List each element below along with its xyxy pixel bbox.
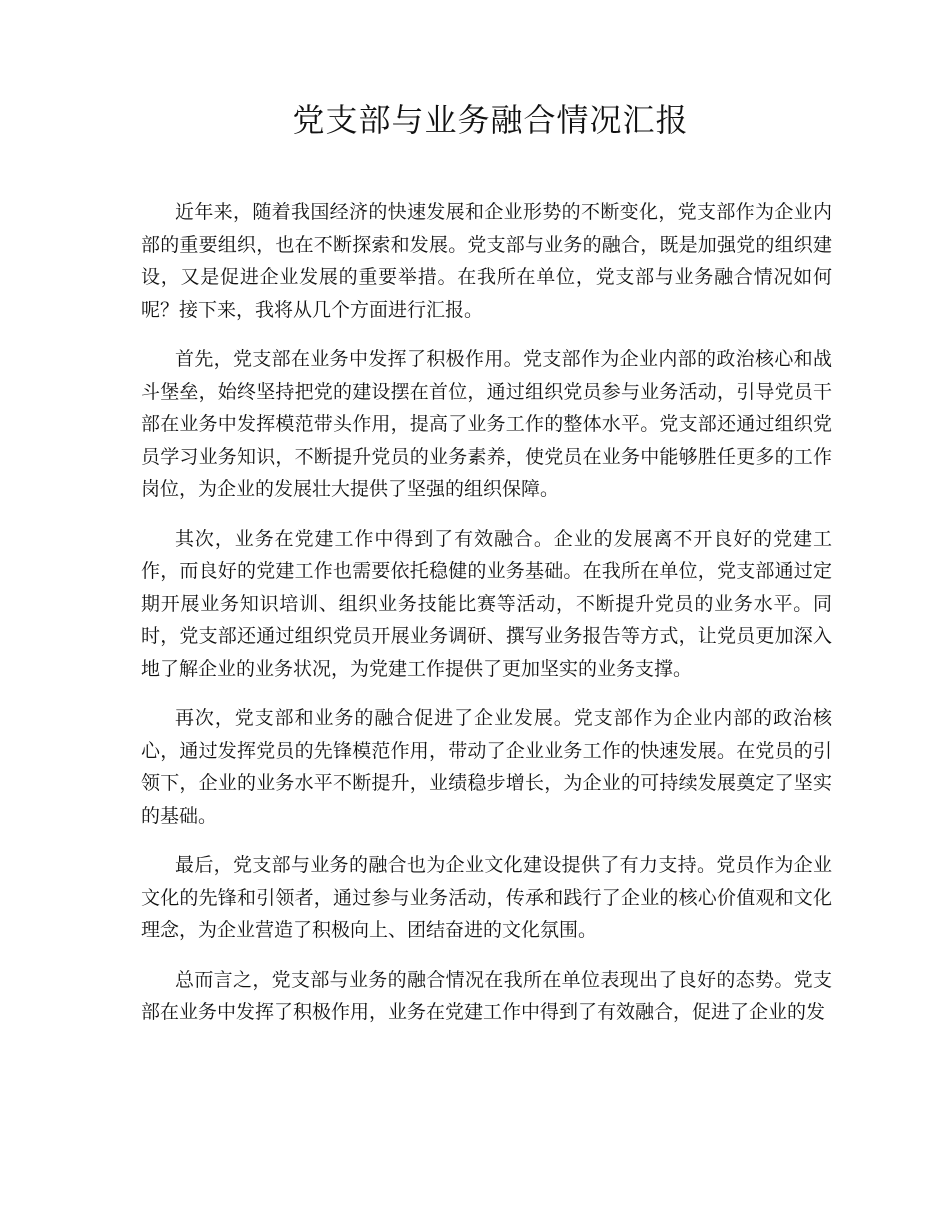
paragraph-last: 最后，党支部与业务的融合也为企业文化建设提供了有力支持。党员作为企业文化的先锋和引领者，通过参与业务活动，传承和践行了企业的核心价值观和文化理念，为企业营造了积极向上、团结奋进的文化氛围。 — [141, 854, 832, 941]
document-title: 党支部与业务融合情况汇报 — [292, 101, 689, 139]
paragraph-first: 首先，党支部在业务中发挥了积极作用。党支部作为企业内部的政治核心和战斗堡垒，始终坚持把党的建设摆在首位，通过组织党员参与业务活动，引导党员干部在业务中发挥模范带头作用，提高了业务工作的整体水平。党支部还通过组织党员学习业务知识，不断提升党员的业务素养，使党员在业务中能够胜任更多的工作岗位，为企业的发展壮大提供了坚强的组织保障。 — [141, 348, 832, 500]
paragraph-third: 再次，党支部和业务的融合促进了企业发展。党支部作为企业内部的政治核心，通过发挥党员的先锋模范作用，带动了企业业务工作的快速发展。在党员的引领下，企业的业务水平不断提升，业绩稳步增长，为企业的可持续发展奠定了坚实的基础。 — [141, 707, 832, 827]
paragraph-intro: 近年来，随着我国经济的快速发展和企业形势的不断变化，党支部作为企业内部的重要组织，也在不断探索和发展。党支部与业务的融合，既是加强党的组织建设，又是促进企业发展的重要举措。在我所在单位，党支部与业务融合情况如何呢？接下来，我将从几个方面进行汇报。 — [141, 201, 832, 321]
paragraph-second: 其次，业务在党建工作中得到了有效融合。企业的发展离不开良好的党建工作，而良好的党建工作也需要依托稳健的业务基础。在我所在单位，党支部通过定期开展业务知识培训、组织业务技能比赛等活动，不断提升党员的业务水平。同时，党支部还通过组织党员开展业务调研、撰写业务报告等方式，让党员更加深入地了解企业的业务状况，为党建工作提供了更加坚实的业务支撑。 — [141, 527, 832, 680]
paragraph-summary: 总而言之，党支部与业务的融合情况在我所在单位表现出了良好的态势。党支部在业务中发挥了积极作用，业务在党建工作中得到了有效融合，促进了企业的发 — [141, 968, 832, 1023]
